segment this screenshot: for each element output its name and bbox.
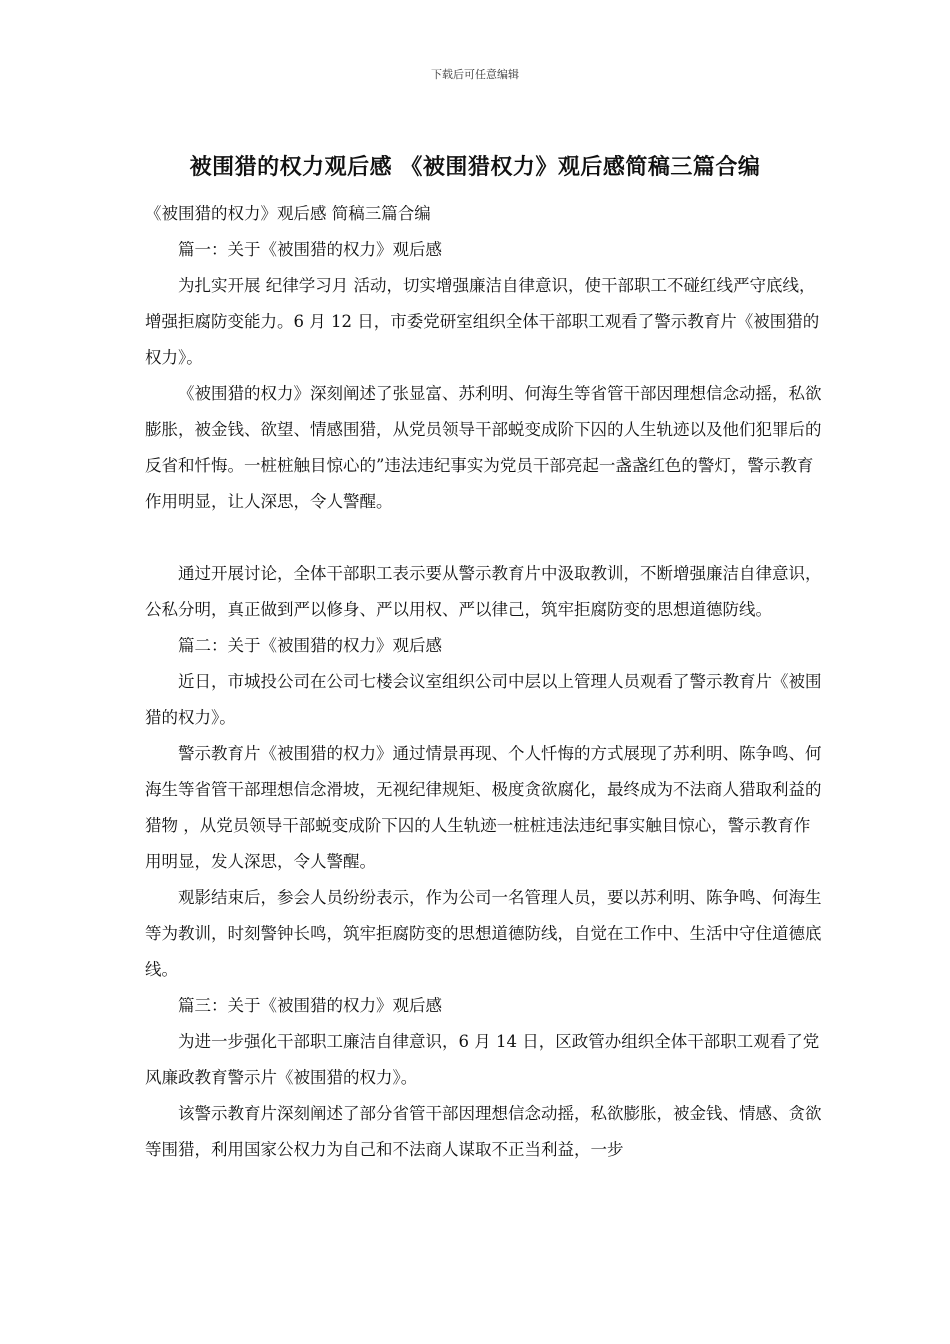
document-subtitle: 《被围猎的权力》观后感 简稿三篇合编 (145, 204, 431, 223)
section-2-heading: 篇二：关于《被围猎的权力》观后感 (178, 636, 442, 655)
section-3-paragraph: 为进一步强化干部职工廉洁自律意识，6 月 14 日，区政管办组织全体干部职工观看了党风廉政教育警示片《被围猎的权力》。 (145, 1032, 820, 1087)
section-2-paragraph: 观影结束后，参会人员纷纷表示，作为公司一名管理人员，要以苏利明、陈争鸣、何海生等为教训，时刻警钟长鸣，筑牢拒腐防变的思想道德防线，自觉在工作中、生活中守住道德底线。 (145, 888, 822, 979)
section-2-paragraph: 近日，市城投公司在公司七楼会议室组织公司中层以上管理人员观看了警示教育片《被围猎的权力》。 (145, 672, 822, 727)
section-1-paragraph: 为扎实开展 纪律学习月 活动，切实增强廉洁自律意识，使干部职工不碰红线严守底线，增强拒腐防变能力。6 月 12 日，市委党研室组织全体干部职工观看了警示教育片《被围猎的权力》。 (145, 276, 820, 367)
page-header-note: 下载后可任意编辑 (431, 68, 519, 81)
paragraph-gap (145, 520, 825, 556)
section-1-paragraph: 通过开展讨论，全体干部职工表示要从警示教育片中汲取教训，不断增强廉洁自律意识，公私分明，真正做到严以修身、严以用权、严以律己，筑牢拒腐防变的思想道德防线。 (145, 564, 822, 619)
section-1-paragraph: 《被围猎的权力》深刻阐述了张显富、苏利明、何海生等省管干部因理想信念动摇，私欲膨胀，被金钱、欲望、情感围猎，从党员领导干部蜕变成阶下囚的人生轨迹以及他们犯罪后的反省和忏悔。一桩桩触目惊心的”违法违纪事实为党员干部亮起一盏盏红色的警灯，警示教育作用明显，让人深思，令人警醒。 (145, 384, 822, 511)
section-2-paragraph: 警示教育片《被围猎的权力》通过情景再现、个人忏悔的方式展现了苏利明、陈争鸣、何海生等省管干部理想信念滑坡，无视纪律规矩、极度贪欲腐化，最终成为不法商人猎取利益的 猎物 ，从党员领导干部蜕变成阶下囚的人生轨迹一桩桩违法违纪事实触目惊心，警示教育作用明显，发人深思，令人警醒。 (145, 744, 822, 871)
section-1-heading: 篇一：关于《被围猎的权力》观后感 (178, 240, 442, 259)
document-body (145, 196, 825, 1168)
document-title: 被围猎的权力观后感 《被围猎权力》观后感简稿三篇合编 (189, 154, 761, 180)
section-3-heading: 篇三：关于《被围猎的权力》观后感 (178, 996, 442, 1015)
section-3-paragraph: 该警示教育片深刻阐述了部分省管干部因理想信念动摇，私欲膨胀，被金钱、情感、贪欲等围猎，利用国家公权力为自己和不法商人谋取不正当利益，一步 (145, 1104, 822, 1159)
